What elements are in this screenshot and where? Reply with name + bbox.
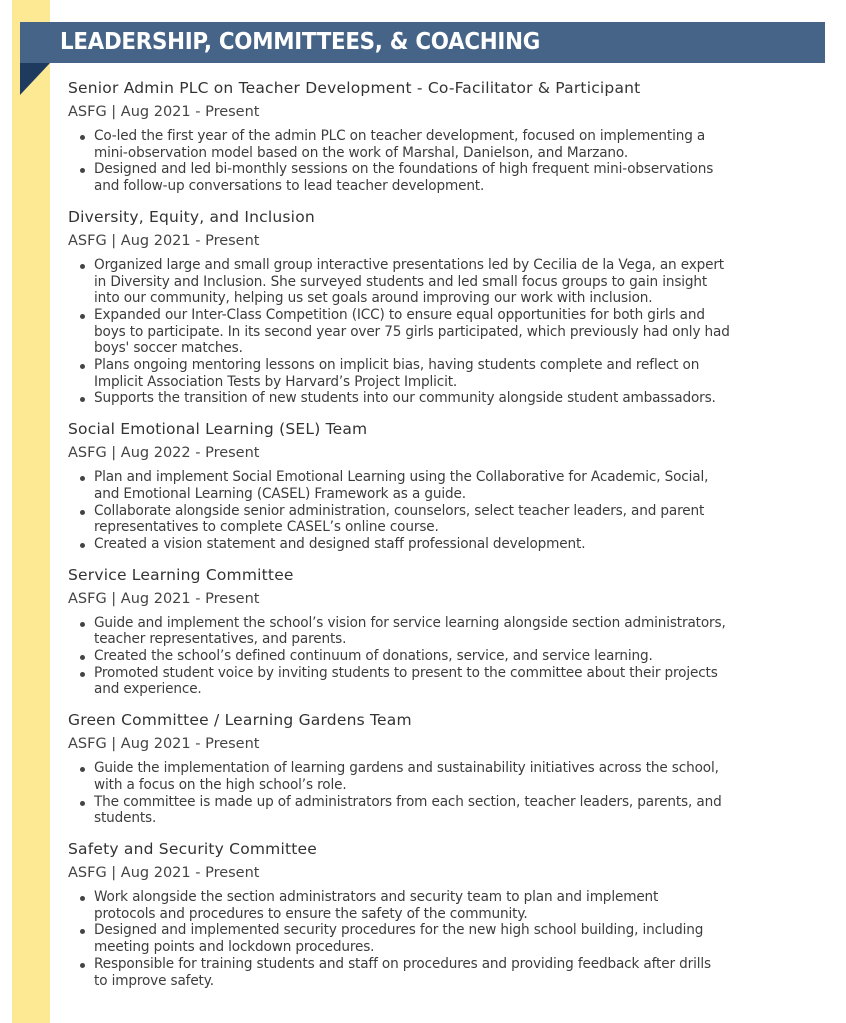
organization-dates: ASFG | Aug 2021 - Present	[68, 590, 260, 607]
organization-dates: ASFG | Aug 2021 - Present	[68, 232, 260, 249]
experience-entry	[68, 563, 828, 699]
bullet-item	[80, 648, 828, 665]
bullet-item	[80, 469, 828, 502]
bullet-text-line: Collaborate alongside senior administration, counselors, select teacher leaders, and parent	[94, 502, 705, 519]
section-title: LEADERSHIP, COMMITTEES, & COACHING	[60, 29, 541, 55]
role-title: Service Learning Committee	[68, 565, 294, 584]
bullet-text-line: Designed and led bi-monthly sessions on the foundations of high frequent mini-observations	[94, 161, 714, 178]
bullet-text-line: into our community, helping us set goals around improving our work with inclusion.	[94, 290, 653, 307]
bullet-text-line: representatives to complete CASEL’s online course.	[94, 519, 439, 536]
bullet-text-line: Guide and implement the school’s vision for service learning alongside section administrators,	[94, 614, 726, 631]
experience-entry	[68, 76, 828, 195]
bullet-item	[80, 503, 828, 536]
role-title: Safety and Security Committee	[68, 839, 318, 858]
bullet-item	[80, 536, 828, 553]
bullet-text-line: boys' soccer matches.	[94, 340, 243, 357]
role-title: Green Committee / Learning Gardens Team	[68, 711, 412, 730]
role-title: Social Emotional Learning (SEL) Team	[68, 420, 368, 439]
bullet-item	[80, 794, 828, 827]
bullet-text-line: and Emotional Learning (CASEL) Framework as a guide.	[94, 485, 466, 502]
bullet-text-line: Designed and implemented security procedures for the new high school building, including	[94, 922, 704, 939]
bullet-text-line: Created a vision statement and designed staff professional development.	[94, 535, 586, 552]
bullet-text-line: Guide the implementation of learning gardens and sustainability initiatives across the school,	[94, 760, 719, 777]
organization-dates: ASFG | Aug 2021 - Present	[68, 864, 260, 881]
bullet-text-line: mini-observation model based on the work of Marshal, Danielson, and Marzano.	[94, 144, 629, 161]
bullet-text-line: with a focus on the high school’s role.	[94, 776, 347, 793]
bullet-text-line: boys to participate. In its second year over 75 girls participated, which previously had only had	[94, 323, 730, 340]
bullet-item	[80, 357, 828, 390]
banner-fold-decoration	[20, 63, 50, 95]
bullet-text-line: students.	[94, 810, 157, 827]
experience-list	[68, 76, 828, 999]
bullet-text-line: Organized large and small group interactive presentations led by Cecilia de la Vega, an expert	[94, 256, 725, 273]
bullet-text-line: in Diversity and Inclusion. She surveyed students and led small focus groups to gain insight	[94, 273, 708, 290]
bullet-text-line: Implicit Association Tests by Harvard’s Project Implicit.	[94, 373, 458, 390]
bullet-item	[80, 922, 828, 955]
role-title: Diversity, Equity, and Inclusion	[68, 207, 315, 226]
experience-entry	[68, 205, 828, 407]
bullet-text-line: Expanded our Inter-Class Competition (ICC) to ensure equal opportunities for both girls and	[94, 306, 705, 323]
organization-dates: ASFG | Aug 2021 - Present	[68, 736, 260, 753]
bullet-text-line: Created the school’s defined continuum of donations, service, and service learning.	[94, 648, 653, 665]
bullet-list	[68, 128, 828, 195]
experience-entry	[68, 708, 828, 827]
bullet-text-line: Co-led the first year of the admin PLC on teacher development, focused on implementing a	[94, 128, 706, 144]
bullet-item	[80, 161, 828, 194]
bullet-item	[80, 889, 828, 922]
bullet-item	[80, 390, 828, 407]
bullet-text-line: and experience.	[94, 681, 202, 698]
bullet-text-line: Supports the transition of new students into our community alongside student ambassadors.	[94, 390, 716, 407]
left-accent-stripe	[12, 0, 50, 1023]
experience-entry	[68, 417, 828, 553]
bullet-list	[68, 469, 828, 553]
organization-dates: ASFG | Aug 2022 - Present	[68, 445, 260, 462]
bullet-text-line: meeting points and lockdown procedures.	[94, 939, 375, 956]
role-title: Senior Admin PLC on Teacher Development - Co-Facilitator & Participant	[68, 79, 641, 97]
organization-dates: ASFG | Aug 2021 - Present	[68, 104, 260, 120]
bullet-item	[80, 128, 828, 161]
bullet-item	[80, 615, 828, 648]
bullet-item	[80, 760, 828, 793]
bullet-list	[68, 257, 828, 407]
bullet-text-line: Work alongside the section administrators and security team to plan and implement	[94, 888, 659, 905]
bullet-text-line: Plan and implement Social Emotional Learning using the Collaborative for Academic, Social,	[94, 469, 709, 486]
bullet-text-line: Responsible for training students and staff on procedures and providing feedback after drills	[94, 955, 711, 972]
bullet-item	[80, 257, 828, 307]
bullet-text-line: The committee is made up of administrators from each section, teacher leaders, parents, and	[94, 793, 722, 810]
bullet-item	[80, 665, 828, 698]
experience-entry	[68, 837, 828, 989]
bullet-text-line: to improve safety.	[94, 972, 214, 989]
bullet-text-line: protocols and procedures to ensure the safety of the community.	[94, 905, 528, 922]
bullet-item	[80, 956, 828, 989]
bullet-text-line: Plans ongoing mentoring lessons on implicit bias, having students complete and reflect on	[94, 357, 700, 374]
bullet-list	[68, 615, 828, 699]
section-header-banner	[20, 22, 825, 63]
bullet-text-line: teacher representatives, and parents.	[94, 631, 347, 648]
bullet-list	[68, 889, 828, 989]
bullet-text-line: Promoted student voice by inviting students to present to the committee about their projects	[94, 664, 718, 681]
bullet-item	[80, 307, 828, 357]
bullet-list	[68, 760, 828, 827]
bullet-text-line: and follow-up conversations to lead teacher development.	[94, 178, 485, 195]
